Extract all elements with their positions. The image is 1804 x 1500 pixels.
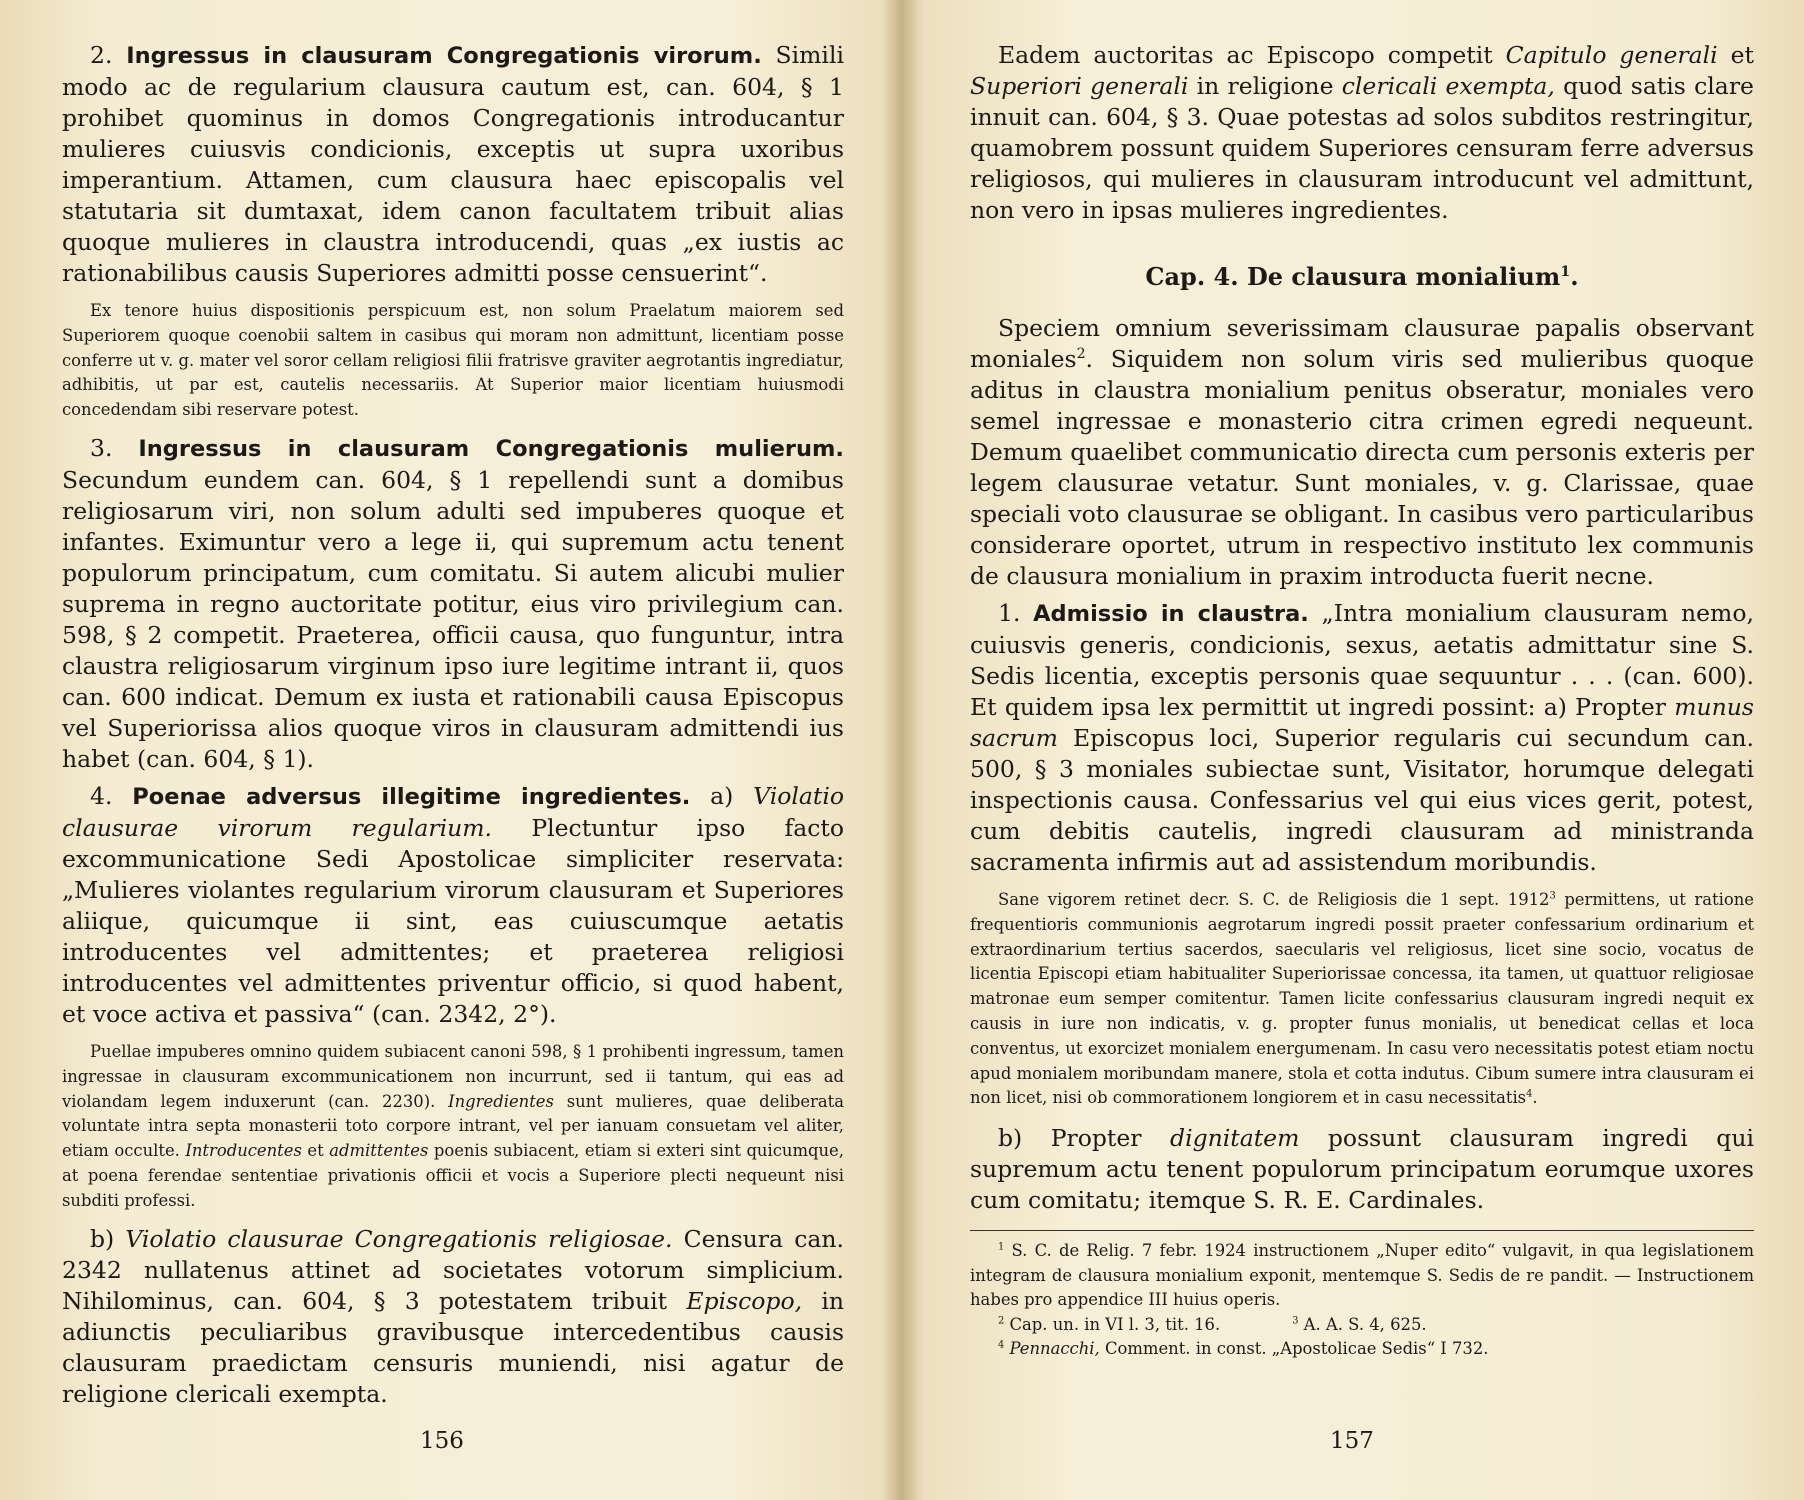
footnote-4-author: Pennacchi, — [1009, 1339, 1100, 1359]
section-4b-episcopo: Episcopo, — [686, 1286, 803, 1315]
subsection-b-text: possunt clausuram ingredi qui supremum actu tenent populorum principatum eorumque uxores cum comitatu; itemque S. R. E. Cardinales. — [970, 1124, 1754, 1215]
section-4-note-introducentes: Introducentes — [185, 1141, 302, 1161]
section-4-note-part-3: et — [307, 1141, 324, 1161]
footnote-divider — [970, 1230, 1754, 1231]
section-4-heading: Poenae adversus illegitime ingredientes. — [132, 783, 691, 810]
intro-text-1: Eadem auctoritas ac Episcopo competit — [998, 41, 1493, 69]
right-intro-paragraph — [970, 40, 1754, 226]
footnotes-2-3-row — [970, 1313, 1754, 1338]
footnote-3-text: A. A. S. 4, 625. — [1303, 1314, 1427, 1334]
footnote-4-mark: 4 — [998, 1339, 1005, 1351]
section-2-heading: Ingressus in clausuram Congregationis virorum. — [126, 43, 762, 69]
section-4-paragraph — [62, 781, 844, 1030]
chapter-title-end: . — [1570, 262, 1579, 291]
section-4-note — [62, 1040, 844, 1214]
footnote-2-mark: 2 — [998, 1315, 1005, 1327]
subsection-1-text-2: Episcopus loci, Superior regularis cui secundum can. 500, § 3 moniales subiectae sunt, Visitator, horumque delegati inspectionis causa. Confessarius vel qui eius vices gerit, potest, cum debitis cautelis, ingredi clausuram ad ministranda sacramenta infirmis aut ad assistendum moribundis. — [970, 724, 1754, 876]
section-3-number: 3. — [90, 433, 113, 462]
page-number-left: 156 — [420, 1428, 464, 1454]
subsection-b-paragraph — [970, 1123, 1754, 1216]
footnote-ref-3: 3 — [1549, 890, 1556, 902]
section-4-note-part-4: poenis subiacent, etiam si exteri sint quicumque, at poena ferendae sententiae privationis officii et vocis a Superiore plecti nequeunt nisi subditi professi. — [62, 1141, 844, 1210]
footnote-2 — [998, 1313, 1220, 1338]
footnote-4-text: Comment. in const. „Apostolicae Sedis“ I 732. — [1104, 1339, 1489, 1359]
chapter-intro-text-1: Speciem omnium severissimam clausurae papalis observant moniales — [970, 314, 1754, 373]
section-3-text: Secundum eundem can. 604, § 1 repellendi sunt a domibus religiosarum viri, non solum adulti sed impuberes quoque et infantes. Eximuntur vero a lege ii, qui supremum actu tenent populorum principatum, cum comitatu. Si autem alicubi mulier suprema in regno auctoritate potitur, eius viro privilegium can. 598, § 2 competit. Praeterea, officii causa, quo funguntur, intra claustra religiosarum virginum ipso iure legitime intrant ii, quos can. 600 indicat. Demum ex iusta et rationabili causa Episcopus vel Superiorissa alios quoque viros in clausuram admittendi ius habet (can. 604, § 1). — [62, 465, 844, 773]
section-2-text: Simili modo ac de regularium clausura cautum est, can. 604, § 1 prohibet quominus in domos Congregationis introducantur mulieres cuiusvis condicionis, exceptis ut supra uxoribus imperantium. Attamen, cum clausura haec episcopalis vel statutaria sit dumtaxat, idem canon facultatem tribuit alias quoque mulieres in claustra introducendi, quas „ex iustis ac rationabilibus causis Superiores admitti posse censuerint“. — [62, 41, 844, 287]
section-3-heading: Ingressus in clausuram Congregationis mulierum. — [138, 435, 844, 462]
intro-capitulo-generali: Capitulo generali — [1505, 41, 1718, 69]
section-4b-text-2: in adiunctis peculiaribus gravibusque intercedentibus causis clausuram praedictam censuris muniendi, nisi agatur de religione clericali exempta. — [62, 1286, 844, 1408]
chapter-title: Cap. 4. De clausura monialium — [1145, 262, 1561, 291]
subsection-b-label: b) Propter — [998, 1124, 1142, 1153]
footnote-ref-4: 4 — [1526, 1088, 1533, 1100]
note-text-1: Sane vigorem retinet decr. S. C. de Religiosis die 1 sept. 1912 — [998, 890, 1550, 909]
section-4b-title: Violatio clausurae Congregationis religiosae. — [125, 1224, 673, 1253]
subsection-1-paragraph — [970, 598, 1754, 878]
note-text-2: permittens, ut ratione frequentioris communionis aegrotarum ingredi possit praeter confessarium ordinarium et extraordinarium tertius sacerdos, saecularis vel religiosus, licet sine socio, vocatus de licentia Episcopi etiam habitualiter Superiorissae concessa, ita tamen, ut quattuor religiosae matronae eum semper comitentur. Tamen licite confessarius clausuram ingredi nequit ex causis in iure non indicatis, v. g. propter funus monialis, ut benedicat cellas et loca conventus, ut exorcizet monialem energumenam. In casu vero necessitatis potest etiam noctu apud monialem moribundam manere, stola et cotta indutus. Cibum sumere intra clausuram ei non licet, nisi ob commorationem longiorem et in casu necessitatis — [970, 890, 1754, 1108]
section-4a-title: Violatio clausurae virorum regularium. — [62, 781, 844, 842]
subsection-1-number: 1. — [998, 599, 1021, 627]
section-2-note: Ex tenore huius dispositionis perspicuum est, non solum Praelatum maiorem sed Superiorem quoque coenobii saltem in casibus qui moram non admittunt, licentiam posse conferre ut v. g. mater vel soror cellam religiosi filii fratrisve graviter aegrotantis ingrediatur, adhibitis, ut par est, cautelis necessariis. At Superior maior licentiam huiusmodi concedendam sibi reservare potest. — [62, 301, 844, 420]
intro-clericali-exempta: clericali exempta, — [1341, 72, 1555, 100]
footnote-1-mark: 1 — [998, 1241, 1005, 1253]
page-number-right: 157 — [1330, 1428, 1374, 1454]
section-2-paragraph — [62, 40, 844, 289]
intro-superiori-generali: Superiori generali — [970, 72, 1189, 100]
right-page — [970, 40, 1754, 1362]
subsection-1-note — [970, 888, 1754, 1111]
footnote-4 — [970, 1337, 1754, 1362]
chapter-heading — [970, 262, 1754, 291]
footnote-1-text: S. C. de Relig. 7 febr. 1924 instructionem „Nuper edito“ vulgavit, in qua legislationem integram de clausura monialium exponit, mentemque S. Sedis de re pandit. — Instructionem habes pro appendice III huius operis. — [970, 1241, 1754, 1310]
book-gutter — [880, 0, 924, 1500]
left-page — [62, 40, 844, 1410]
section-4-note-part-2: sunt mulieres, quae deliberata voluntate intra septa monasterii toto corpore intrant, vel per ianuam consuetam vel aliter, etiam occulte. — [62, 1091, 844, 1161]
intro-text-3: in religione — [1196, 72, 1334, 100]
subsection-1-heading: Admissio in claustra. — [1033, 601, 1309, 627]
note-end: . — [1532, 1088, 1538, 1108]
section-4a-text: Plectuntur ipso facto excommunicatione Sedi Apostolicae simpliciter reservata: „Mulieres violantes regularium virorum clausuram et Superiores aliique, quicumque ii sint, eas cuiuscumque aetatis introducentes vel admittentes; et praeterea religiosi introducentes vel admittentes priventur officio, si quod habent, et voce activa et passiva“ (can. 2342, 2°). — [62, 813, 845, 1028]
footnote-3 — [1292, 1313, 1426, 1338]
chapter-footnote-ref: 1 — [1560, 263, 1571, 280]
section-4-number: 4. — [90, 781, 113, 810]
footnote-2-text: Cap. un. in VI l. 3, tit. 16. — [1009, 1314, 1221, 1334]
subsection-1-munus-sacrum: munus sacrum — [970, 693, 1754, 752]
intro-text-4: quod satis clare innuit can. 604, § 3. Quae potestas ad solos subditos restringitur, quamobrem possunt quidem Superiores censuram ferre adversus religiosos, qui mulieres in clausuram introducunt vel admittunt, non vero in ipsas mulieres ingredientes. — [970, 72, 1754, 224]
footnote-1 — [970, 1239, 1754, 1313]
section-4b-paragraph — [62, 1224, 844, 1410]
section-4b-label: b) — [90, 1224, 115, 1253]
chapter-intro-text-2: . Siquidem non solum viris sed mulieribus quoque aditus in claustra monialium penitus obseratur, moniales vero semel ingressae e monasterio citra crimen egredi nequeunt. Demum quaelibet communicatio directa cum personis exteris per legem clausurae vetatur. Sunt moniales, v. g. Clarissae, quae speciali voto clausurae se obligant. In casibus vero particularibus considerare oportet, utrum in respectivo instituto lex communis de clausura monialium in praxim introducta fuerit necne. — [970, 345, 1754, 590]
subsection-1-text-1: „Intra monialium clausuram nemo, cuiusvis generis, condicionis, sexus, aetatis admittatur sine S. Sedis licentia, exceptis personis quae sequuntur . . . (can. 600). Et quidem ipsa lex permittit ut ingredi possint: a) Propter — [970, 599, 1754, 721]
section-4-note-ingredientes: Ingredientes — [448, 1091, 554, 1111]
chapter-intro-paragraph — [970, 313, 1754, 592]
section-4a-label: a) — [710, 781, 734, 810]
section-4b-text-1: Censura can. 2342 nullatenus attinet ad societates votorum simplicium. Nihilominus, can. 604, § 3 potestatem tribuit — [62, 1224, 844, 1315]
section-4-note-admittentes: admittentes — [329, 1141, 429, 1161]
section-2-number: 2. — [90, 41, 113, 69]
section-4-note-part-1: Puellae impuberes omnino quidem subiacent canoni 598, § 1 prohibenti ingressum, tamen ingressae in clausuram excommunicationem non incurrunt, sed ii tantum, qui eas ad violandam legem induxerunt (can. 2230). — [62, 1041, 844, 1111]
footnote-3-mark: 3 — [1292, 1315, 1299, 1327]
footnote-ref-2: 2 — [1076, 346, 1086, 363]
intro-text-2: et — [1730, 41, 1754, 69]
section-3-paragraph — [62, 433, 844, 775]
subsection-b-dignitatem: dignitatem — [1170, 1124, 1300, 1153]
